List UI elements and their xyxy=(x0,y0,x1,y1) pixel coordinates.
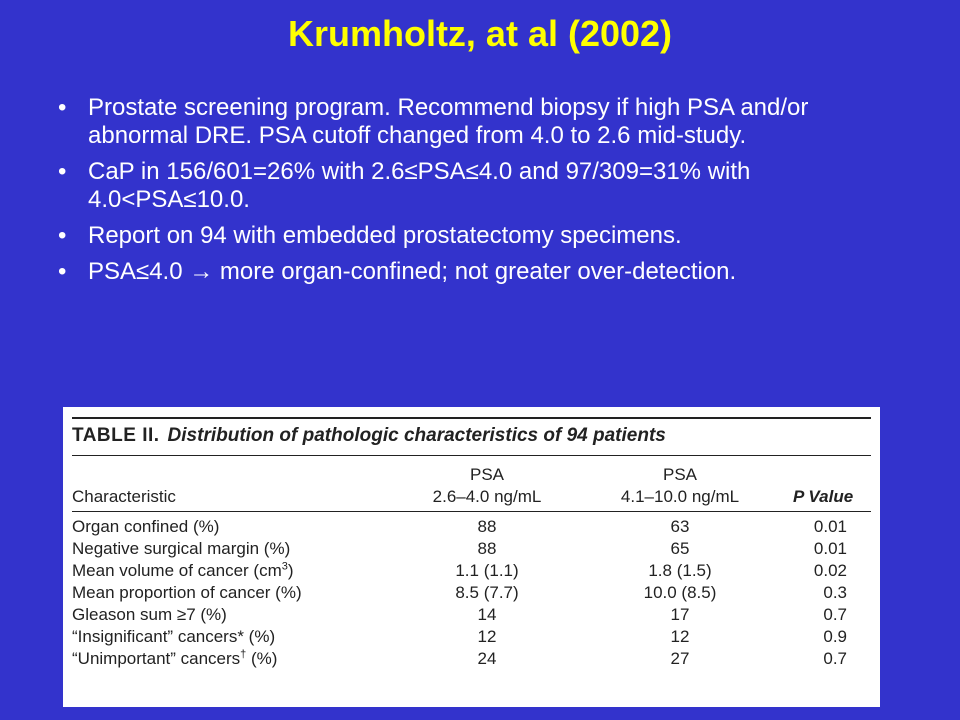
cell-characteristic-text: Mean volume of cancer (cm xyxy=(72,561,282,580)
cell-characteristic-suffix: (%) xyxy=(246,649,278,668)
cell-characteristic: Organ confined (%) xyxy=(72,517,220,536)
cell-psa-high: 63 xyxy=(670,517,690,536)
header-p-value: P Value xyxy=(793,487,854,506)
cell-characteristic-suffix: ) xyxy=(287,561,294,580)
cell-p-value: 0.7 xyxy=(823,649,847,668)
cell-psa-low: 1.1 (1.1) xyxy=(455,561,519,580)
cell-characteristic: Gleason sum ≥7 (%) xyxy=(72,605,227,624)
bullet-dot-icon: • xyxy=(58,258,67,285)
cell-psa-high: 27 xyxy=(670,649,690,668)
bullet-item xyxy=(58,258,898,286)
cell-psa-low: 88 xyxy=(477,539,497,558)
table-label: TABLE II. xyxy=(72,425,160,446)
table-row xyxy=(72,538,871,560)
cell-psa-high: 1.8 (1.5) xyxy=(648,561,712,580)
data-table xyxy=(72,516,871,670)
bullet-text: Prostate screening program. Recommend biopsy if high PSA and/or abnormal DRE. PSA cutoff changed from 4.0 to 2.6 mid-study. xyxy=(88,94,809,149)
table-row xyxy=(72,648,871,670)
cell-psa-low: 8.5 (7.7) xyxy=(455,583,519,602)
header-characteristic: Characteristic xyxy=(72,487,176,506)
cell-psa-low: 24 xyxy=(477,649,497,668)
cell-p-value: 0.3 xyxy=(823,583,847,602)
table-row xyxy=(72,560,871,582)
cell-psa-low: 14 xyxy=(477,605,497,624)
table-row xyxy=(72,582,871,604)
header-psa-high-bottom: 4.1–10.0 ng/mL xyxy=(620,487,740,506)
bullet-item xyxy=(58,158,898,214)
table-image xyxy=(63,407,880,707)
cell-p-value: 0.9 xyxy=(823,627,847,646)
cell-p-value: 0.01 xyxy=(813,539,847,558)
superscript: 3 xyxy=(281,560,288,573)
bullet-dot-icon: • xyxy=(58,222,67,249)
header-psa-high-top: PSA xyxy=(662,465,698,484)
table-caption-rule xyxy=(72,455,871,456)
cell-p-value: 0.02 xyxy=(813,561,847,580)
cell-psa-high: 10.0 (8.5) xyxy=(643,583,717,602)
cell-characteristic xyxy=(72,648,402,670)
cell-characteristic: “Insignificant” cancers* (%) xyxy=(72,627,276,646)
cell-psa-high: 17 xyxy=(670,605,690,624)
cell-characteristic: Negative surgical margin (%) xyxy=(72,539,291,558)
bullet-list xyxy=(58,94,898,294)
slide-title: Krumholtz, at al (2002) xyxy=(287,13,673,54)
table-row xyxy=(72,516,871,538)
bullet-item xyxy=(58,94,898,150)
cell-psa-low: 88 xyxy=(477,517,497,536)
header-psa-low-bottom: 2.6–4.0 ng/mL xyxy=(432,487,542,506)
cell-p-value: 0.7 xyxy=(823,605,847,624)
table-top-rule xyxy=(72,417,871,419)
table-row xyxy=(72,604,871,626)
table-header-rule xyxy=(72,511,871,512)
cell-characteristic: Mean proportion of cancer (%) xyxy=(72,583,302,602)
header-psa-low-top: PSA xyxy=(469,465,505,484)
cell-psa-high: 12 xyxy=(670,627,690,646)
bullet-text: PSA≤4.0 → more organ-confined; not greater over-detection. xyxy=(88,258,737,285)
cell-characteristic-text: “Unimportant” cancers xyxy=(72,649,241,668)
bullet-dot-icon: • xyxy=(58,158,67,185)
cell-p-value: 0.01 xyxy=(813,517,847,536)
cell-psa-low: 12 xyxy=(477,627,497,646)
table-row xyxy=(72,626,871,648)
bullet-text: CaP in 156/601=26% with 2.6≤PSA≤4.0 and 97/309=31% with 4.0<PSA≤10.0. xyxy=(88,158,751,213)
table-caption-text: Distribution of pathologic characteristics of 94 patients xyxy=(167,425,666,446)
superscript: † xyxy=(240,648,247,661)
bullet-text: Report on 94 with embedded prostatectomy specimens. xyxy=(88,222,682,249)
bullet-dot-icon: • xyxy=(58,94,67,121)
table-caption xyxy=(72,425,871,447)
cell-characteristic xyxy=(72,560,402,582)
bullet-item xyxy=(58,222,898,250)
cell-psa-high: 65 xyxy=(670,539,690,558)
